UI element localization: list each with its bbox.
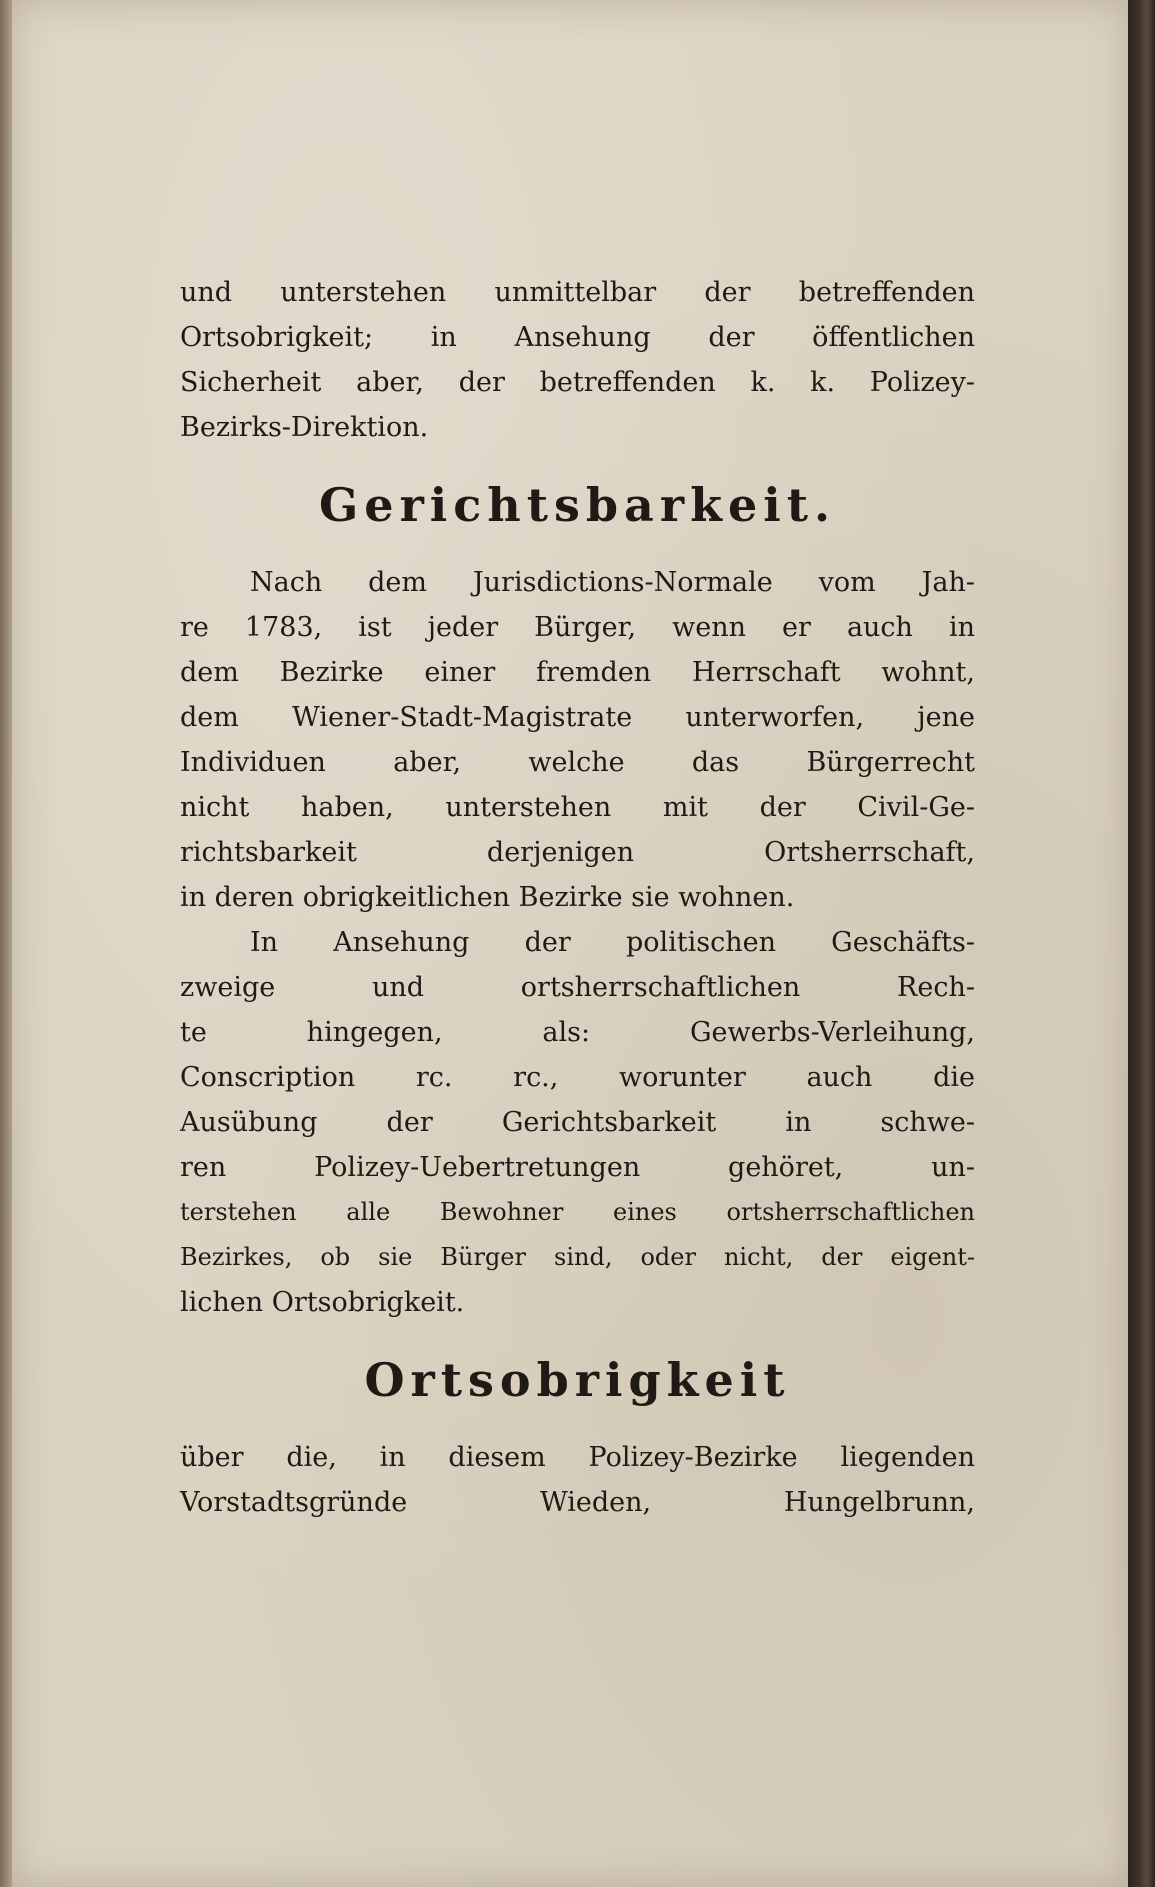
text-line: ren Polizey-Uebertretungen gehöret, un-	[180, 1152, 975, 1183]
text-line: über die, in diesem Polizey-Bezirke liegenden	[180, 1442, 975, 1473]
text-line: Sicherheit aber, der betreffenden k. k. Polizey-	[180, 367, 975, 398]
text-line: te hingegen, als: Gewerbs-Verleihung,	[180, 1017, 975, 1048]
section-heading: Gerichtsbarkeit.	[319, 478, 836, 532]
text-line: lichen Ortsobrigkeit.	[180, 1287, 465, 1318]
text-line: In Ansehung der politischen Geschäfts-	[250, 927, 975, 958]
text-line: dem Bezirke einer fremden Herrschaft wohnt,	[180, 657, 975, 688]
text-line: Bezirks-Direktion.	[180, 412, 429, 443]
text-line: richtsbarkeit derjenigen Ortsherrschaft,	[180, 837, 975, 868]
page-text	[180, 270, 975, 1525]
book-edge	[1128, 0, 1155, 1887]
text-line: Ortsobrigkeit; in Ansehung der öffentlichen	[180, 322, 975, 353]
text-line: terstehen alle Bewohner eines ortsherrschaftlichen	[180, 1198, 975, 1226]
paragraph-4	[180, 1435, 975, 1525]
text-line: und unterstehen unmittelbar der betreffenden	[180, 277, 975, 308]
text-line: Bezirkes, ob sie Bürger sind, oder nicht, der eigent-	[180, 1243, 975, 1271]
text-line: Conscription rc. rc., worunter auch die	[180, 1062, 975, 1093]
paragraph-1	[180, 270, 975, 450]
paragraph-2	[180, 560, 975, 920]
paragraph-3	[180, 920, 975, 1325]
text-line: Vorstadtsgründe Wieden, Hungelbrunn,	[180, 1487, 975, 1518]
section-heading: Ortsobrigkeit	[364, 1353, 791, 1407]
text-line: Ausübung der Gerichtsbarkeit in schwe-	[180, 1107, 975, 1138]
text-line: dem Wiener-Stadt-Magistrate unterworfen, jene	[180, 702, 975, 733]
text-line: in deren obrigkeitlichen Bezirke sie wohnen.	[180, 882, 795, 913]
text-line: Nach dem Jurisdictions-Normale vom Jah-	[250, 567, 975, 598]
text-line: Individuen aber, welche das Bürgerrecht	[180, 747, 975, 778]
text-line: zweige und ortsherrschaftlichen Rech-	[180, 972, 975, 1003]
text-line: nicht haben, unterstehen mit der Civil-Ge-	[180, 792, 975, 823]
text-line: re 1783, ist jeder Bürger, wenn er auch in	[180, 612, 975, 643]
